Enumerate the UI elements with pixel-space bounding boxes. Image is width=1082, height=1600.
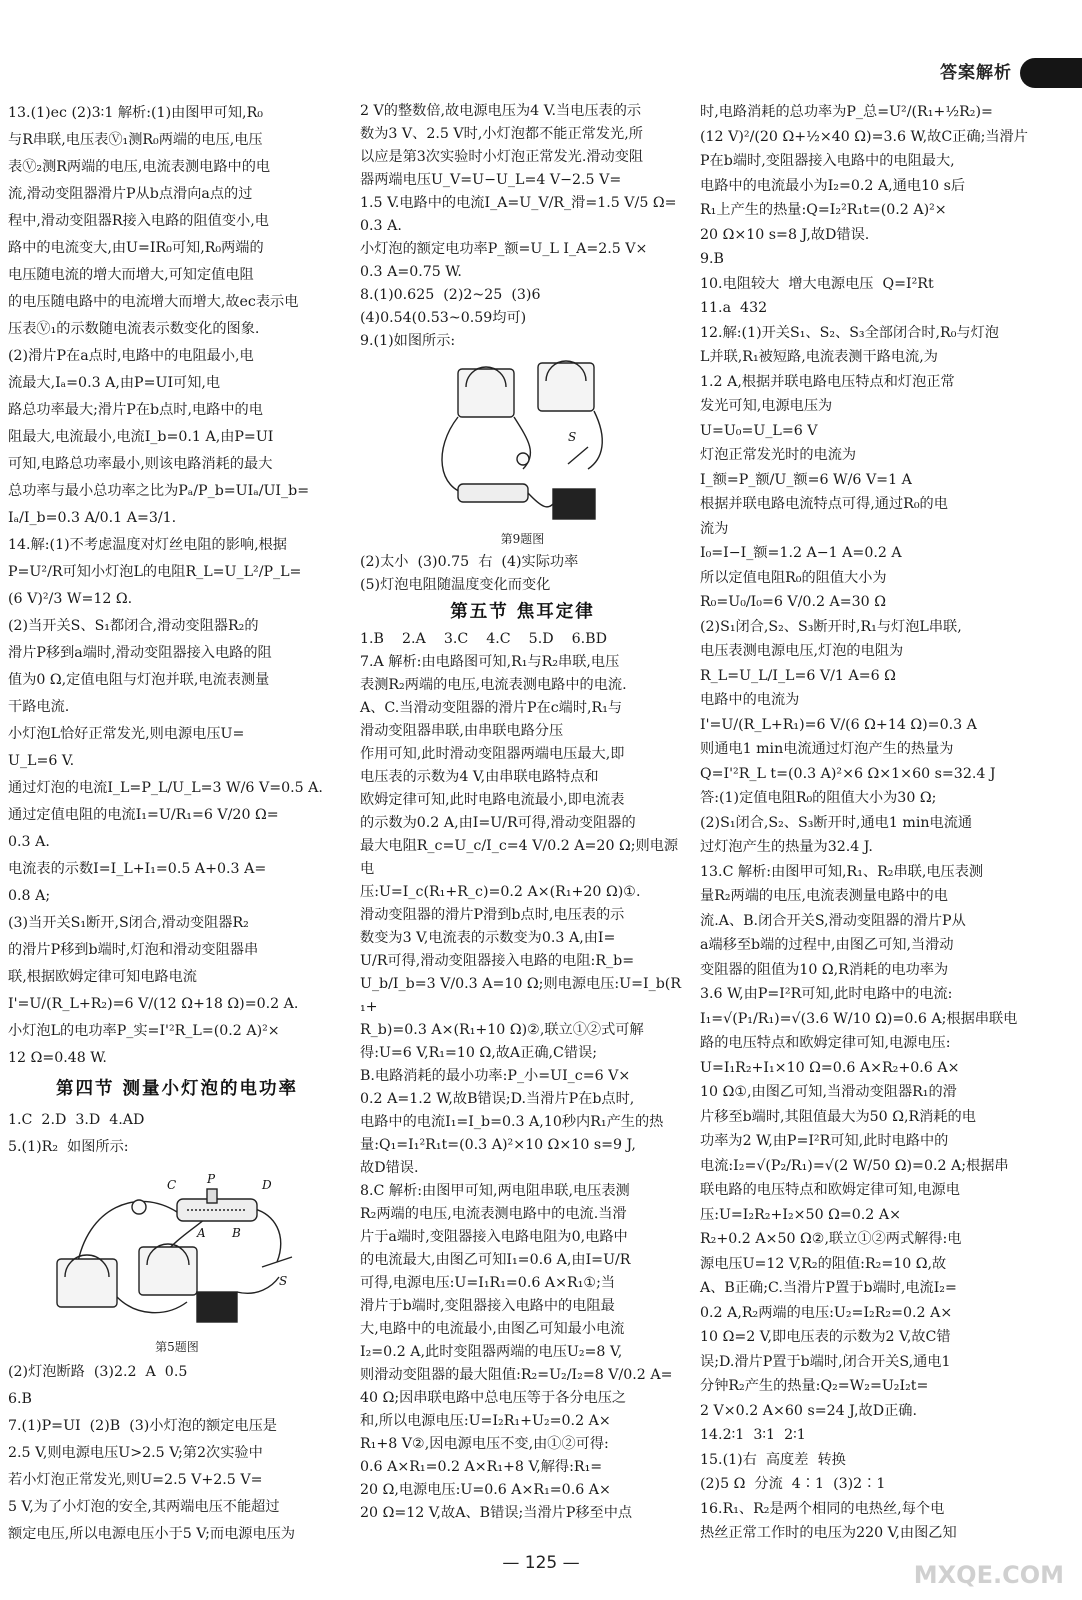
label-c: C [167, 1178, 177, 1192]
text-line: B.电路消耗的最小功率:P_小=UI_c=6 V× [360, 1068, 631, 1084]
text-line: 0.8 A; [8, 888, 51, 904]
label-p: P [207, 1172, 216, 1186]
text-line: 总功率与最小总功率之比为Pₐ/P_b=UIₐ/UI_b= [8, 483, 310, 499]
text-line: 路中的电流变大,由U=IR₀可知,R₀两端的 [8, 240, 264, 256]
header-bar [1020, 58, 1082, 88]
text-line: 过灯泡产生的热量为32.4 J. [700, 839, 873, 855]
text-line: 根据并联电路电流特点可得,通过R₀的电 [700, 496, 948, 512]
text-line: 10 Ω①,由图乙可知,当滑动变阻器R₁的滑 [700, 1084, 957, 1100]
text-line: 的电压随电路中的电流增大而增大,故ec表示电 [8, 294, 299, 310]
text-line: 0.2 A=1.2 W,故B错误;D.当滑片P在b点时, [360, 1091, 635, 1107]
text-line: L并联,R₁被短路,电流表测干路电流,为 [700, 349, 938, 365]
text-line: 答:(1)定值电阻R₀的阻值大小为30 Ω; [700, 790, 937, 806]
text-line: 电压表的示数为4 V,由串联电路特点和 [360, 769, 599, 785]
text-line: U/R可得,滑动变阻器接入电路的电阻:R_b= [360, 953, 635, 969]
text-line: 大,电路中的电流最小,由图乙可知最小电流 [360, 1321, 625, 1337]
text-line: (6 V)²/3 W=12 Ω. [8, 591, 133, 607]
text-line: U_L=6 V. [8, 753, 75, 769]
text-line: 变阻器的阻值为10 Ω,R消耗的电功率为 [700, 961, 949, 978]
text-line: R₁上产生的热量:Q=I₂²R₁t=(0.2 A)²× [700, 202, 947, 218]
text-line: 电压随电流的增大而增大,可知定值电阻 [8, 267, 254, 283]
col2c-lines [360, 628, 685, 1525]
figure-5 [8, 1167, 346, 1357]
text-line: 流为 [700, 520, 729, 537]
text-line: 灯泡正常发光时的电流为 [700, 447, 857, 463]
text-line: 通过灯泡的电流I_L=P_L/U_L=3 W/6 V=0.5 A. [8, 780, 323, 796]
text-line: 表Ⓥ₂测R两端的电压,电流表测电路中的电 [8, 159, 271, 175]
text-line: 通过定值电阻的电流I₁=U/R₁=6 V/20 Ω= [8, 807, 279, 823]
circuit-diagram-9 [428, 359, 618, 529]
text-line: 程中,滑动变阻器R接入电路的阻值变小,电 [8, 213, 269, 229]
circuit-diagram-5 [47, 1167, 307, 1337]
text-line: 值为0 Ω,定值电阻与灯泡并联,电流表测量 [8, 672, 270, 688]
header-tab [932, 56, 1082, 90]
text-line: 则通电1 min电流通过灯泡产生的热量为 [700, 741, 954, 757]
text-line: R₂+0.2 A×50 Ω②,联立①②两式解得:电 [700, 1231, 962, 1247]
text-line: 10 Ω=2 V,即电压表的示数为2 V,故C错 [700, 1329, 951, 1345]
col1-lines [8, 100, 346, 1072]
text-line: 6.B [8, 1391, 32, 1407]
text-line: 阻最大,电流最小,电流I_b=0.1 A,由P=UI [8, 429, 274, 445]
text-line: 7.A 解析:由电路图可知,R₁与R₂串联,电压 [360, 654, 620, 670]
text-line: 电压表测电源电压,灯泡的电阻为 [700, 643, 904, 659]
text-line: 量:Q₁=I₁²R₁t=(0.3 A)²×10 Ω×10 s=9 J, [360, 1137, 636, 1153]
text-line: 作用可知,此时滑动变阻器两端电压最大,即 [360, 746, 625, 762]
text-line: (2)滑片P在a点时,电路中的电阻最小,电 [8, 348, 254, 364]
text-line: 16.R₁、R₂是两个相同的电热丝,每个电 [700, 1500, 945, 1517]
text-line: (2)5 Ω 分流 4∶1 (3)2∶1 [700, 1476, 886, 1492]
text-line: (2)太小 (3)0.75 右 (4)实际功率 [360, 554, 579, 570]
text-line: 路的电压特点和欧姆定律可知,电源电压: [700, 1035, 951, 1051]
text-line: 压表Ⓥ₁的示数随电流表示数变化的图象. [8, 321, 260, 337]
text-line: 压:U=I₂R₂+I₂×50 Ω=0.2 A× [700, 1206, 901, 1223]
text-line: 20 Ω×10 s=8 J,故D错误. [700, 226, 870, 243]
text-line: 可知,电路总功率最小,则该电路消耗的最大 [8, 456, 273, 472]
text-line: Q=I'²R_L t=(0.3 A)²×6 Ω×1×60 s=32.4 J [700, 765, 996, 782]
text-line: 9.B [700, 251, 724, 267]
text-line: 2 V的整数倍,故电源电压为4 V.当电压表的示 [360, 103, 642, 119]
text-line: 路总功率最大;滑片P在b点时,电路中的电 [8, 402, 263, 418]
text-line: 数为3 V、2.5 V时,小灯泡都不能正常发光,所 [360, 126, 643, 142]
text-line: 12 Ω=0.48 W. [8, 1050, 107, 1066]
text-line: 时,电路消耗的总功率为P_总=U²/(R₁+½R₂)= [700, 104, 993, 120]
label-b: B [232, 1226, 241, 1240]
text-line: 11.a 432 [700, 300, 768, 316]
text-line: 热丝正常工作时的电压为220 V,由图乙知 [700, 1525, 957, 1541]
text-line: (2)灯泡断路 (3)2.2 A 0.5 [8, 1364, 188, 1380]
text-line: 可得,电源电压:U=I₁R₁=0.6 A×R₁①;当 [360, 1275, 616, 1291]
text-line: I_额=P_额/U_额=6 W/6 V=1 A [700, 471, 912, 488]
text-line: Iₐ/I_b=0.3 A/0.1 A=3/1. [8, 510, 177, 526]
text-line: 13.(1)ec (2)3∶1 解析:(1)由图甲可知,R₀ [8, 105, 263, 121]
section-title-4: 第四节 测量小灯泡的电功率 [55, 1079, 299, 1099]
text-line: 1.5 V.电路中的电流I_A=U_V/R_滑=1.5 V/5 Ω=0.3 A. [360, 195, 677, 234]
text-line: 以应是第3次实验时小灯泡正常发光.滑动变阻 [360, 149, 644, 165]
text-line: R_b)=0.3 A×(R₁+10 Ω)②,联立①②式可解 [360, 1022, 644, 1038]
col1b-lines [8, 1107, 346, 1161]
text-line: A、B正确;C.当滑片P置于b端时,电流I₂= [700, 1280, 957, 1296]
text-line: 流.A、B.闭合开关S,滑动变阻器的滑片P从 [700, 912, 966, 929]
text-line: 7.(1)P=UI (2)B (3)小灯泡的额定电压是 [8, 1418, 277, 1434]
text-line: 联电路的电压特点和欧姆定律可知,电源电 [700, 1182, 960, 1198]
watermark: MXQE.COM [913, 1561, 1064, 1589]
text-line: 1.2 A,根据并联电路电压特点和灯泡正常 [700, 373, 955, 390]
text-line: (2)S₁闭合,S₂、S₃断开时,R₁与灯泡L串联, [700, 618, 962, 635]
text-line: 小灯泡L的电功率P_实=I'²R_L=(0.2 A)²× [8, 1023, 280, 1039]
text-line: 5.(1)R₂ 如图所示: [8, 1139, 129, 1155]
text-line: 14.2∶1 3∶1 2∶1 [700, 1427, 806, 1443]
col2-lines [360, 100, 685, 353]
header-title: 答案解析 [940, 62, 1012, 83]
text-line: 的滑片P移到b端时,灯泡和滑动变阻器串 [8, 942, 259, 958]
text-line: 14.解:(1)不考虑温度对灯丝电阻的影响,根据 [8, 537, 287, 553]
text-line: 0.2 A,R₂两端的电压:U₂=I₂R₂=0.2 A× [700, 1304, 953, 1321]
text-line: 额定电压,所以电源电压小于5 V;而电源电压为 [8, 1526, 296, 1542]
text-line: 源电压U=12 V,R₂的阻值:R₂=10 Ω,故 [700, 1255, 947, 1272]
text-line: 2.5 V,则电源电压U>2.5 V;第2次实验中 [8, 1445, 263, 1461]
text-line: I'=U/(R_L+R₂)=6 V/(12 Ω+18 Ω)=0.2 A. [8, 996, 299, 1012]
text-line: 的示数为0.2 A,由I=U/R可得,滑动变阻器的 [360, 815, 636, 831]
text-line: 1.C 2.D 3.D 4.AD [8, 1112, 145, 1128]
text-line: 欧姆定律可知,此时电路电流最小,即电流表 [360, 792, 625, 808]
text-line: 13.C 解析:由图甲可知,R₁、R₂串联,电压表测 [700, 863, 984, 880]
text-line: 8.C 解析:由图甲可知,两电阻串联,电压表测 [360, 1183, 630, 1199]
text-line: 20 Ω,电源电压:U=0.6 A×R₁=0.6 A× [360, 1482, 611, 1498]
text-line: 2 V×0.2 A×60 s=24 J,故D正确. [700, 1402, 917, 1419]
text-line: 10.电阻较大 增大电源电压 Q=I²Rt [700, 275, 934, 292]
text-line: (5)灯泡电阻随温度变化而变化 [360, 577, 551, 593]
text-line: 片于a端时,变阻器接入电路电阻为0,电路中 [360, 1229, 628, 1245]
text-line: 流,滑动变阻器滑片P从b点滑向a点的过 [8, 186, 253, 202]
text-line: 8.(1)0.625 (2)2~25 (3)6 [360, 287, 541, 303]
text-line: 压:U=I_c(R₁+R_c)=0.2 A×(R₁+20 Ω)①. [360, 884, 641, 900]
text-line: 干路电流. [8, 699, 70, 715]
text-line: 电流:I₂=√(P₂/R₁)=√(2 W/50 Ω)=0.2 A;根据串 [700, 1157, 1009, 1174]
text-line: 最大电阻R_c=U_c/I_c=4 V/0.2 A=20 Ω;则电源电 [360, 838, 679, 877]
text-line: 则滑动变阻器的最大阻值:R₂=U₂/I₂=8 V/0.2 A= [360, 1367, 673, 1383]
text-line: 数变为3 V,电流表的示数变为0.3 A,由I= [360, 930, 616, 946]
figure-9 [360, 359, 685, 549]
column-left [8, 100, 346, 1548]
text-line: 滑片于b端时,变阻器接入电路中的电阻最 [360, 1298, 615, 1314]
text-line: 滑片P移到a端时,滑动变阻器接入电路的阻 [8, 645, 272, 661]
text-line: R_L=U_L/I_L=6 V/1 A=6 Ω [700, 667, 896, 684]
text-line: 功率为2 W,由P=I²R可知,此时电路中的 [700, 1133, 949, 1149]
text-line: P在b端时,变阻器接入电路中的电阻最大, [700, 153, 955, 169]
text-line: 小灯泡L恰好正常发光,则电源电压U= [8, 726, 245, 742]
text-line: 误;D.滑片P置于b端时,闭合开关S,通电1 [700, 1353, 951, 1370]
text-line: U_b/I_b=3 V/0.3 A=10 Ω;则电源电压:U=I_b(R₁+ [360, 976, 682, 1015]
text-line: 15.(1)右 高度差 转换 [700, 1451, 846, 1468]
text-line: 发光可知,电源电压为 [700, 398, 833, 414]
col2b-lines [360, 551, 685, 597]
text-line: (2)S₁闭合,S₂、S₃断开时,通电1 min电流通 [700, 814, 973, 831]
text-line: 器两端电压U_V=U−U_L=4 V−2.5 V= [360, 172, 622, 188]
column-middle [360, 100, 685, 1525]
text-line: 12.解:(1)开关S₁、S₂、S₃全部闭合时,R₀与灯泡 [700, 324, 999, 341]
text-line: I₂=0.2 A,此时变阻器两端的电压U₂=8 V, [360, 1344, 623, 1360]
text-line: 表测R₂两端的电压,电流表测电路中的电流. [360, 677, 627, 693]
text-line: 的电流最大,由图乙可知I₁=0.6 A,由I=U/R [360, 1252, 631, 1268]
text-line: 分钟R₂产生的热量:Q₂=W₂=U₂I₂t= [700, 1378, 929, 1394]
text-line: 40 Ω;因串联电路中总电压等于各分电压之 [360, 1390, 627, 1406]
text-line: (2)当开关S、S₁都闭合,滑动变阻器R₂的 [8, 618, 259, 634]
text-line: 滑动变阻器的滑片P滑到b点时,电压表的示 [360, 907, 625, 923]
text-line: A、C.当滑动变阻器的滑片P在c端时,R₁与 [360, 700, 623, 716]
text-line: P=U²/R可知小灯泡L的电阻R_L=U_L²/P_L= [8, 564, 302, 580]
figure-5-caption: 第5题图 [155, 1340, 199, 1354]
text-line: (4)0.54(0.53~0.59均可) [360, 310, 527, 326]
text-line: 与R串联,电压表Ⓥ₁测R₀两端的电压,电压 [8, 132, 263, 148]
text-line: R₁+8 V②,因电源电压不变,由①②可得: [360, 1436, 609, 1452]
text-line: (3)当开关S₁断开,S闭合,滑动变阻器R₂ [8, 915, 249, 931]
text-line: R₀=U₀/I₀=6 V/0.2 A=30 Ω [700, 594, 886, 610]
text-line: R₂两端的电压,电流表测电路中的电流.当滑 [360, 1206, 627, 1222]
text-line: I'=U/(R_L+R₁)=6 V/(6 Ω+14 Ω)=0.3 A [700, 716, 977, 733]
figure-9-caption: 第9题图 [500, 532, 545, 546]
text-line: 流最大,Iₐ=0.3 A,由P=UI可知,电 [8, 375, 221, 391]
label-d: D [262, 1178, 272, 1192]
label-a: A [197, 1226, 206, 1240]
text-line: I₁=√(P₁/R₁)=√(3.6 W/10 Ω)=0.6 A;根据串联电 [700, 1010, 1018, 1027]
text-line: 若小灯泡正常发光,则U=2.5 V+2.5 V= [8, 1472, 263, 1488]
section-title-5: 第五节 焦耳定律 [450, 602, 595, 622]
text-line: I₀=I−I_额=1.2 A−1 A=0.2 A [700, 545, 902, 561]
text-line: 量R₂两端的电压,电流表测量电路中的电 [700, 888, 948, 904]
text-line: 故D错误. [360, 1160, 419, 1176]
text-line: 0.3 A. [8, 834, 50, 850]
text-line: a端移至b端的过程中,由图乙可知,当滑动 [700, 937, 954, 953]
text-line: 电路中的电流为 [700, 692, 800, 708]
text-line: 9.(1)如图所示: [360, 333, 456, 349]
text-line: 所以定值电阻R₀的阻值大小为 [700, 569, 887, 586]
text-line: 得:U=6 V,R₁=10 Ω,故A正确,C错误; [360, 1045, 598, 1061]
label-s9: S [567, 430, 576, 444]
text-line: 电路中的电流I₁=I_b=0.3 A,10秒内R₁产生的热 [360, 1114, 664, 1130]
text-line: U=U₀=U_L=6 V [700, 422, 818, 439]
column-right [700, 100, 1040, 1546]
page-number: — 125 — [502, 1553, 580, 1573]
text-line: 3.6 W,由P=I²R可知,此时电路中的电流: [700, 986, 953, 1002]
label-s: S [279, 1274, 288, 1288]
text-line: 滑动变阻器串联,由串联电路分压 [360, 723, 564, 739]
text-line: 电路中的电流最小为I₂=0.2 A,通电10 s后 [700, 177, 966, 194]
text-line: 联,根据欧姆定律可知电路电流 [8, 969, 197, 985]
text-line: U=I₁R₂+I₁×10 Ω=0.6 A×R₂+0.6 A× [700, 1059, 960, 1076]
text-line: 1.B 2.A 3.C 4.C 5.D 6.BD [360, 631, 607, 647]
col3-lines [700, 100, 1040, 1546]
text-line: 0.3 A=0.75 W. [360, 264, 462, 280]
text-line: 20 Ω=12 V,故A、B错误;当滑片P移至中点 [360, 1505, 633, 1521]
text-line: 5 V,为了小灯泡的安全,其两端电压不能超过 [8, 1499, 280, 1515]
col1c-lines [8, 1359, 346, 1548]
text-line: 0.6 A×R₁=0.2 A×R₁+8 V,解得:R₁= [360, 1459, 603, 1475]
text-line: 片移至b端时,其阻值最大为50 Ω,R消耗的电 [700, 1108, 976, 1125]
text-line: 和,所以电源电压:U=I₂R₁+U₂=0.2 A× [360, 1413, 611, 1429]
text-line: 电流表的示数I=I_L+I₁=0.5 A+0.3 A= [8, 861, 267, 877]
text-line: 小灯泡的额定电功率P_额=U_L I_A=2.5 V× [360, 241, 648, 257]
text-line: (12 V)²/(20 Ω+½×40 Ω)=3.6 W,故C正确;当滑片 [700, 128, 1028, 145]
